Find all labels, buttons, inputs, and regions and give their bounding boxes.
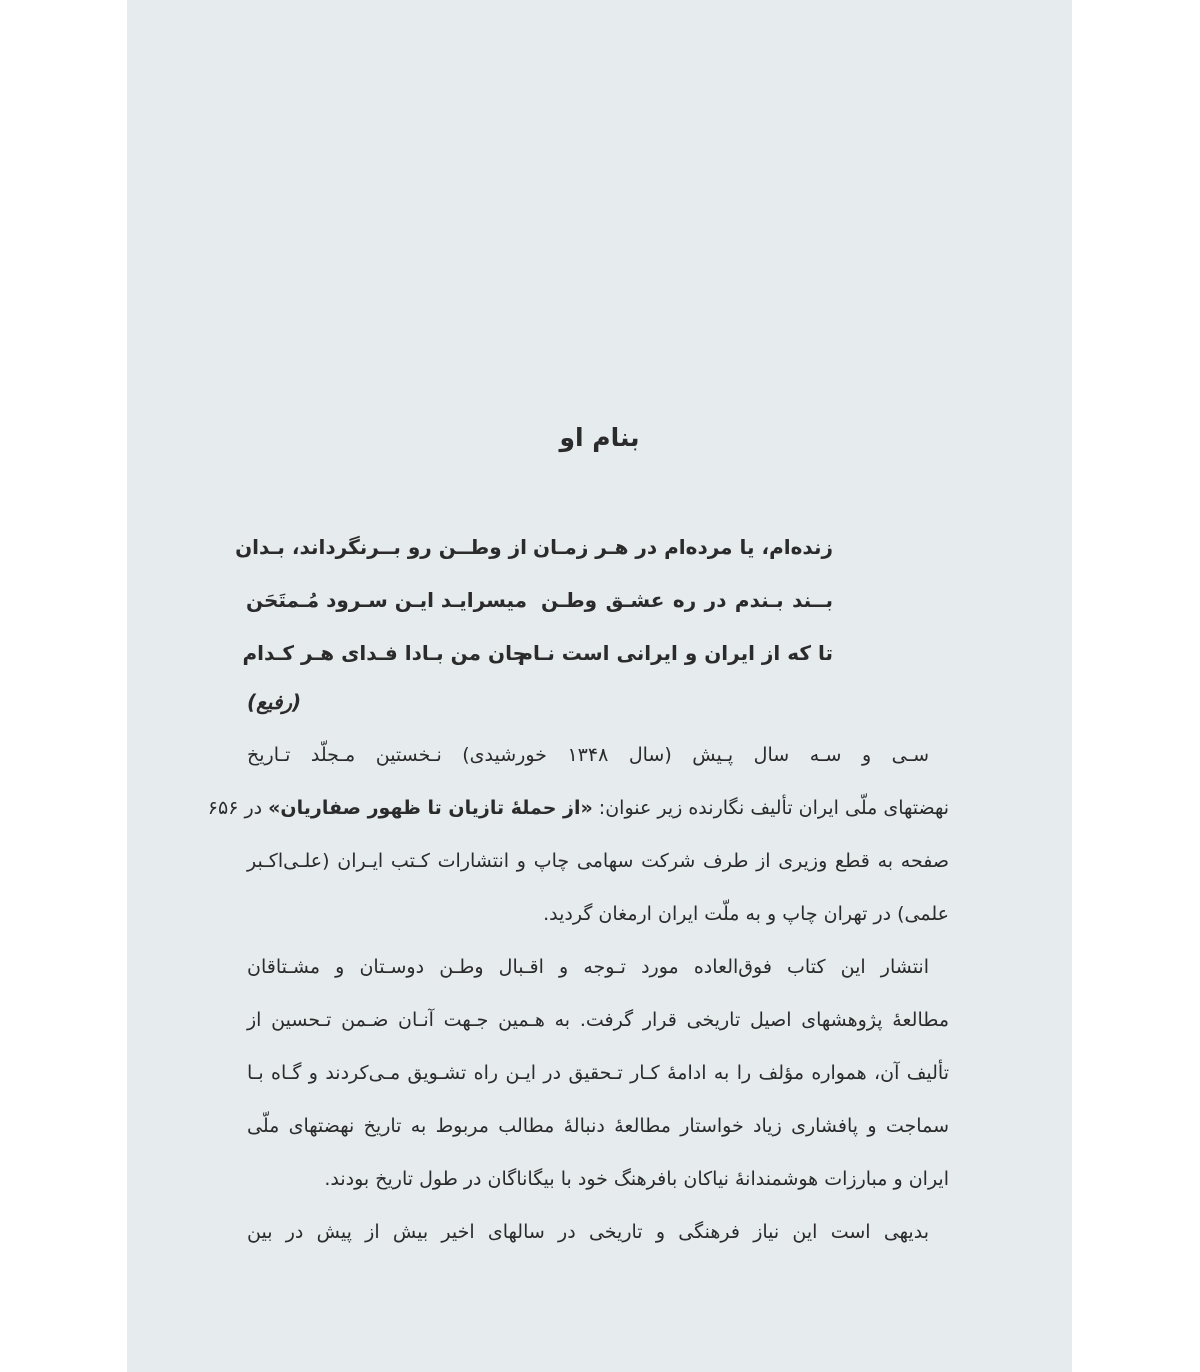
paragraph-line: بدیهی است این نیاز فرهنگی و تاریخی در سالهای اخیر بیش از پیش در بین <box>247 1221 929 1243</box>
paragraph-line: صفحه به قطع وزیری از طرف شرکت سهامی چاپ و انتشارات کـتب ایـران (علـی‌اکـبر <box>247 850 949 872</box>
book-title: «از حملهٔ تازیان تا ظهور صفاریان» <box>268 797 593 819</box>
book-page <box>127 0 1072 1372</box>
poem-hemistich-first: تا که از ایران و ایرانی است نـام <box>518 641 833 665</box>
paragraph-line: انتشار این کتاب فوق‌العاده مورد تـوجه و اقـبال وطـن دوسـتان و مشـتاقان <box>247 956 929 978</box>
paragraph-line: مطالعهٔ پژوهشهای اصیل تاریخی قرار گرفت. به هـمین جـهت آنـان ضـمن تـحسین از <box>247 1009 949 1031</box>
paragraph-line: سماجت و پافشاری زیاد خواستار مطالعهٔ دنبالهٔ مطالب مربوط به تاریخ نهضتهای ملّی <box>247 1115 949 1137</box>
poem-hemistich-first: زنده‌ام، یا مرده‌ام در هـر زمـان <box>533 535 833 559</box>
paragraph-line: علمی) در تهران چاپ و به ملّت ایران ارمغان گردید. <box>543 903 949 925</box>
poem-line <box>247 588 833 622</box>
poem-hemistich-second: جان من بـادا فـدای هـر کـدام <box>242 641 527 665</box>
poem-hemistich-second: از وطــن رو بــرنگرداند، بـدان <box>235 535 527 559</box>
poem-signature: (رفیع) <box>247 690 302 714</box>
poem-line <box>235 535 833 569</box>
paragraph-line <box>207 797 949 833</box>
paragraph-text: نهضتهای ملّی ایران تألیف نگارنده زیر عنوان: <box>592 797 949 819</box>
paragraph-line: تألیف آن، همواره مؤلف را به ادامهٔ کـار تـحقیق در ایـن راه تشـویق مـی‌کردند و گـاه بـا <box>247 1062 949 1084</box>
paragraph-line: سـی و سـه سال پـیش (سال ۱۳۴۸ خورشیدی) نـخستین مـجلّد تـاریخ <box>247 744 929 766</box>
page-title: بنام او <box>559 423 640 452</box>
poem-line <box>242 641 833 675</box>
paragraph-text: در ۶۵۶ <box>207 797 269 819</box>
poem-hemistich-second: میسرایـد ایـن سـرود مُـمتَحَن <box>245 588 527 612</box>
paragraph-line: ایران و مبارزات هوشمندانهٔ نیاکان بافرهنگ خود با بیگاناگان در طول تاریخ بودند. <box>324 1168 949 1190</box>
poem-hemistich-first: بــند بـندم در ره عشـق وطـن <box>541 588 833 612</box>
